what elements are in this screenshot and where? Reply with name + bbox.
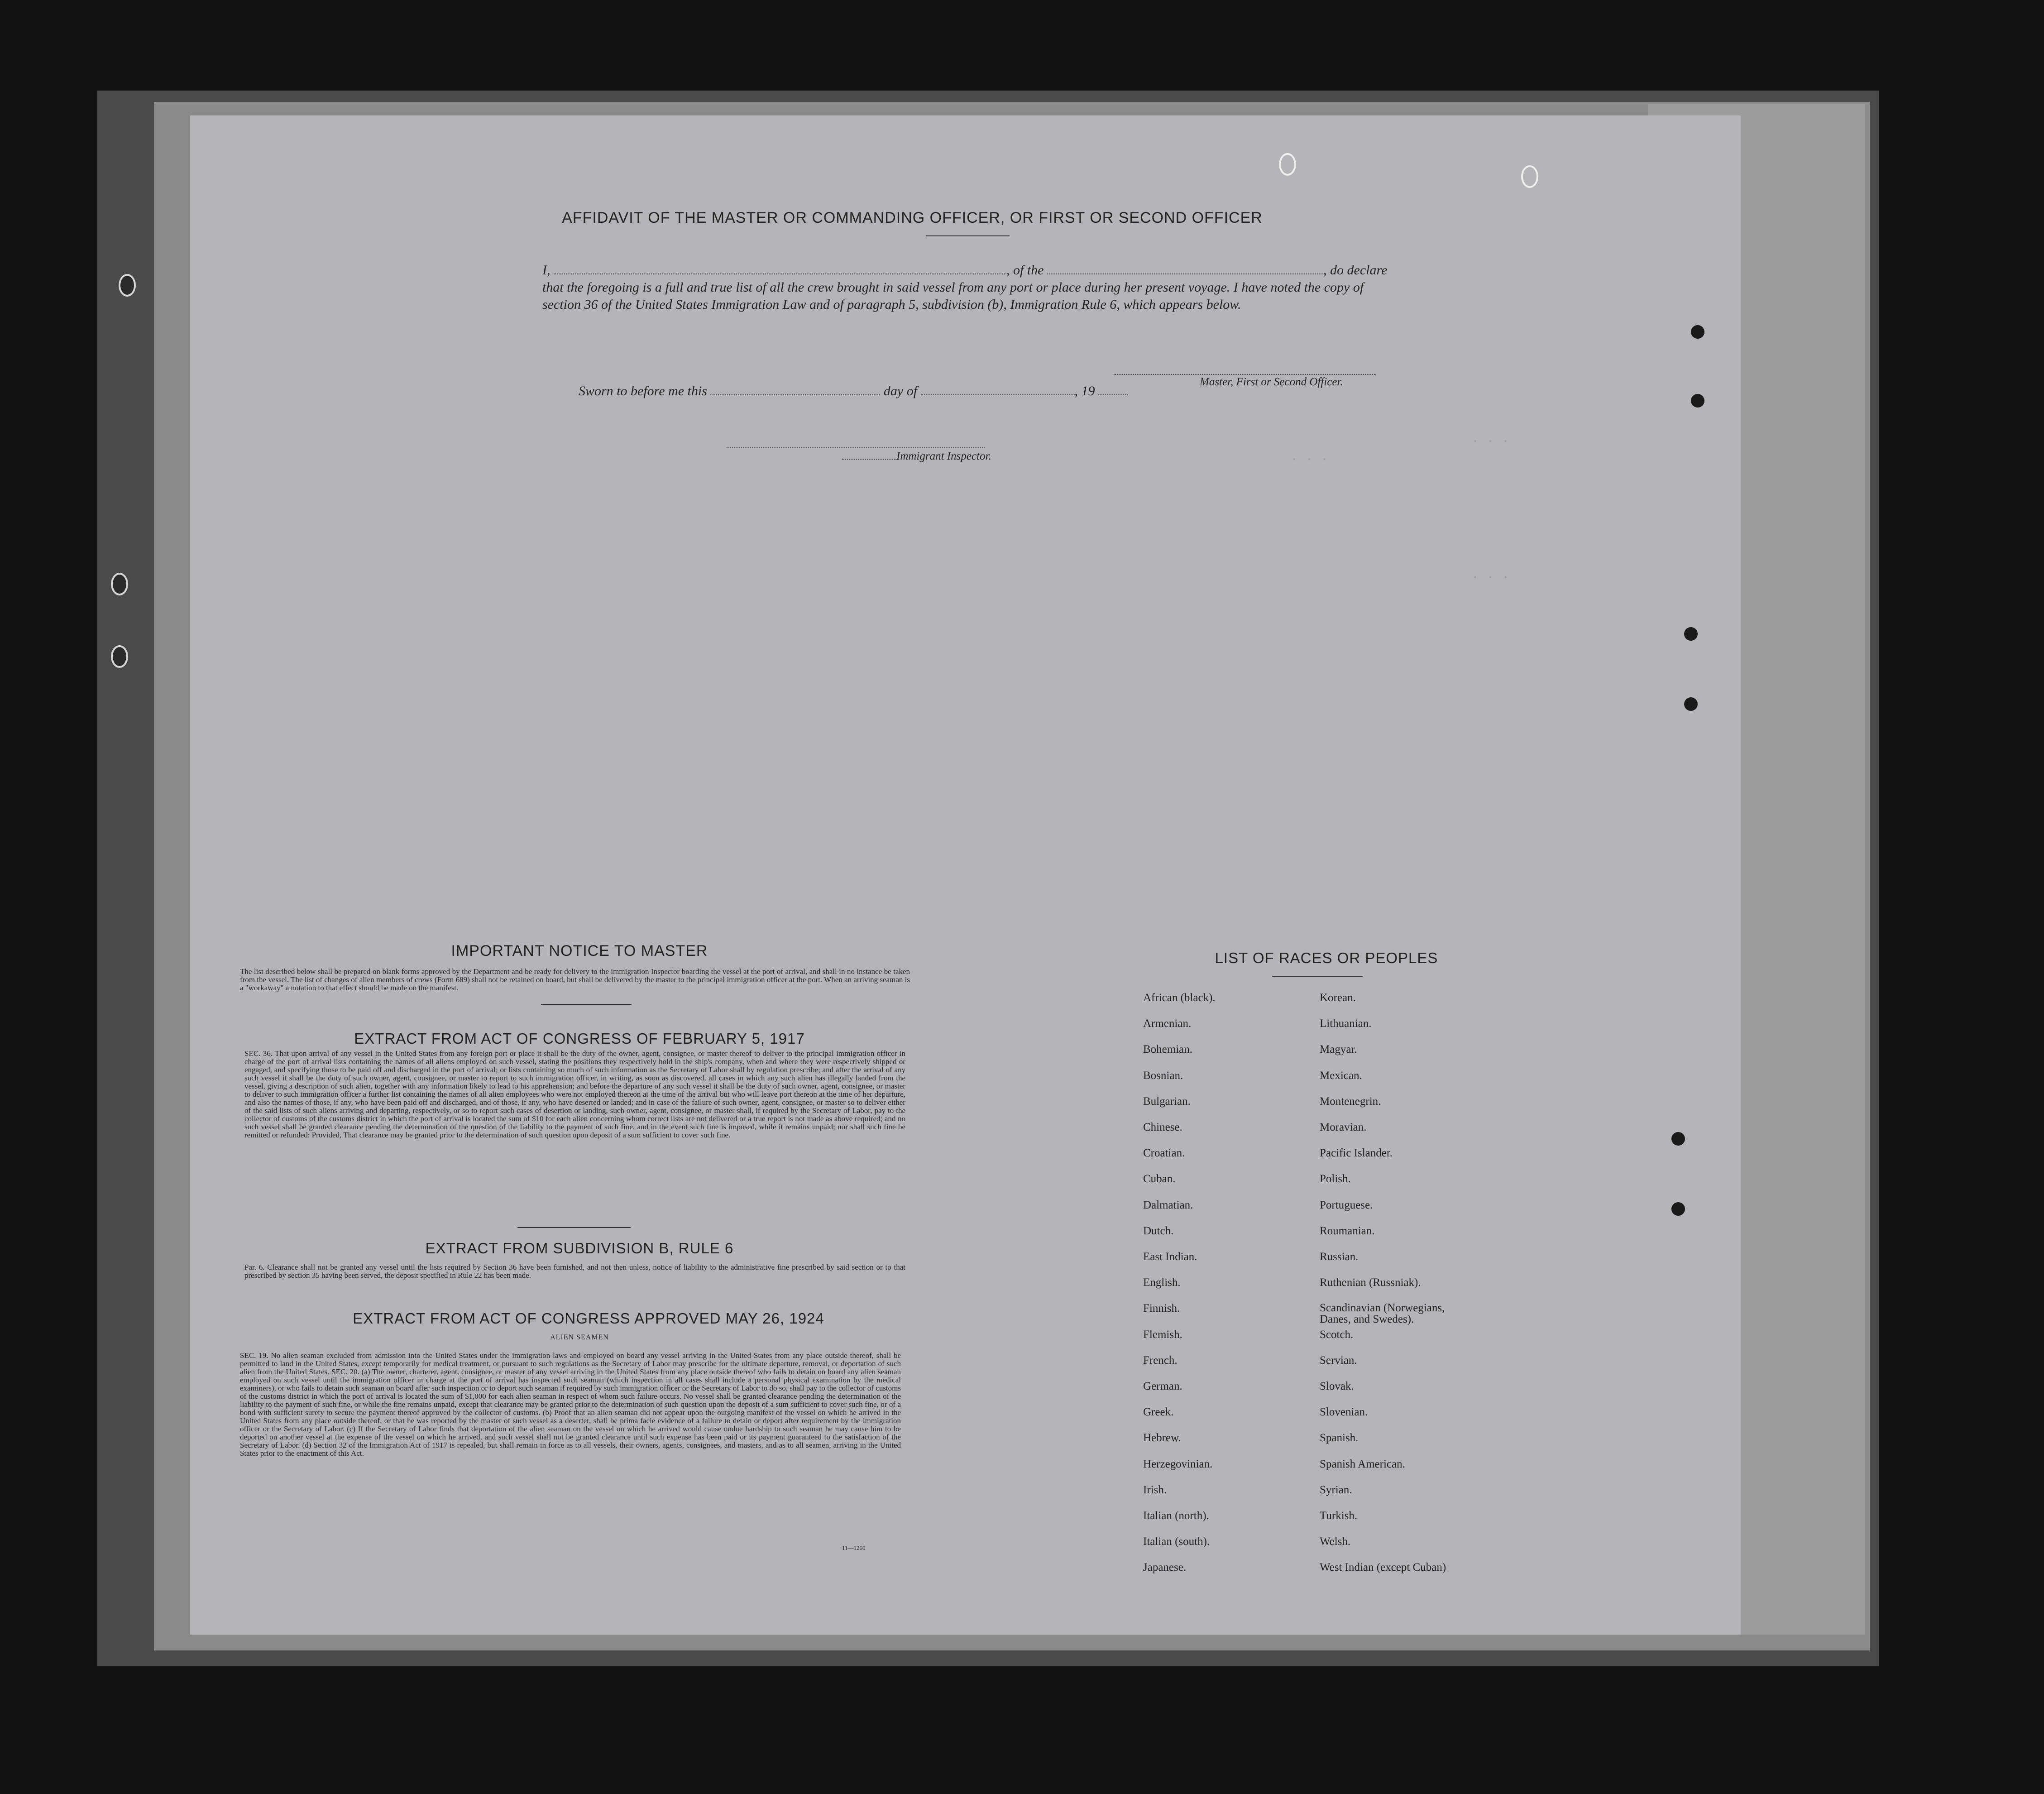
punch-hole-icon bbox=[1521, 165, 1538, 188]
punch-hole-icon bbox=[1691, 394, 1704, 408]
extract-1924-subtitle: ALIEN SEAMEN bbox=[550, 1334, 609, 1341]
race-item: Slovak. bbox=[1320, 1380, 1354, 1392]
race-item: Bohemian. bbox=[1143, 1043, 1193, 1056]
divider bbox=[926, 235, 1010, 236]
affidavit-title: AFFIDAVIT OF THE MASTER OR COMMANDING OFFICER, OR FIRST OR SECOND OFFICER bbox=[562, 209, 1263, 226]
race-item: Herzegovinian. bbox=[1143, 1458, 1213, 1470]
race-item: Korean. bbox=[1320, 992, 1356, 1004]
declaration-body: that the foregoing is a full and true list of all the crew brought in said vessel from any port or place during her present voyage. I have noted the copy of section 36 of the United States Immigration Law and of paragraph 5, subdivision (b), Immigration Rule 6, which appears below. bbox=[542, 280, 1364, 312]
year-prefix-label: , 19 bbox=[1074, 384, 1095, 398]
inspector-label: Immigrant Inspector. bbox=[896, 450, 991, 462]
punch-hole-icon bbox=[1684, 697, 1698, 711]
race-item: Servian. bbox=[1320, 1354, 1357, 1367]
race-item: Bulgarian. bbox=[1143, 1095, 1191, 1108]
sworn-month-field[interactable] bbox=[921, 383, 1075, 395]
inspector-signature-field[interactable] bbox=[727, 436, 985, 448]
races-title: LIST OF RACES OR PEOPLES bbox=[1215, 950, 1438, 966]
race-item: Magyar. bbox=[1320, 1043, 1357, 1056]
race-item: Finnish. bbox=[1143, 1302, 1180, 1315]
race-item: Welsh. bbox=[1320, 1535, 1351, 1548]
sworn-year-field[interactable] bbox=[1098, 383, 1128, 395]
master-signature-label: Master, First or Second Officer. bbox=[1200, 376, 1343, 388]
declaration-do-declare: , do declare bbox=[1323, 263, 1388, 278]
binder-hole-icon bbox=[111, 573, 128, 595]
declaration-line bbox=[542, 262, 1403, 279]
race-item: Croatian. bbox=[1143, 1147, 1185, 1160]
race-item: Cuban. bbox=[1143, 1173, 1176, 1185]
race-item: Montenegrin. bbox=[1320, 1095, 1381, 1108]
affidavit-text bbox=[542, 262, 1403, 313]
race-item: Dalmatian. bbox=[1143, 1199, 1193, 1211]
notice-text: The list described below shall be prepared on blank forms approved by the Department and be ready for delivery to the immigration Inspector boarding the vessel at the port of arrival, and shall in no instance be taken from the vessel. The list of changes of alien members of crews (Form 689) shall not be retained on board, but shall be delivered by the master to the principal immigration officer at the port. When an arriving seaman is a "workaway" a notation to that effect should be made on the manifest. bbox=[240, 967, 910, 992]
notice-title: IMPORTANT NOTICE TO MASTER bbox=[451, 942, 708, 959]
race-item: Pacific Islander. bbox=[1320, 1147, 1393, 1160]
race-item: African (black). bbox=[1143, 992, 1216, 1004]
race-item: Slovenian. bbox=[1320, 1406, 1368, 1419]
inspector-label-wrap bbox=[842, 447, 991, 463]
binder-hole-icon bbox=[119, 274, 136, 297]
master-signature-field[interactable] bbox=[1114, 362, 1376, 375]
form-code: 11—1260 bbox=[842, 1545, 866, 1551]
race-item: Irish. bbox=[1143, 1483, 1167, 1496]
race-item: Polish. bbox=[1320, 1173, 1351, 1185]
extract-1924-title: EXTRACT FROM ACT OF CONGRESS APPROVED MAY 26, 1924 bbox=[353, 1310, 824, 1327]
bleed-through-mark: · · · bbox=[1471, 435, 1510, 449]
divider bbox=[541, 1004, 632, 1005]
divider bbox=[1272, 976, 1363, 977]
extract-1924-text: SEC. 19. No alien seaman excluded from admission into the United States under the immigration laws and employed on board any vessel arriving in the United States from any place outside thereof, shall be permitted to land in the United States, except temporarily for medical treatment, or pursuant to such regulations as the Secretary of Labor may prescribe for the ultimate departure, removal, or deportation of such alien from the United States. SEC. 20. (a) The owner, charterer, agent, consignee, or master of any vessel arriving in the United States from any place outside thereof who fails to detain on board any alien seaman employed on such vessel until the immigration officer in charge at the port of arrival has inspected such seaman (which inspection in all cases shall include a personal physical examination by the medical examiners), or who fails to detain such seaman on board after such inspection or to deport such seaman if required by such immigration officer or the Secretary of Labor to do so, shall pay to the collector of customs of the customs district in which the port of arrival is located the sum of $1,000 for each alien seaman in respect of whom such failure occurs. No vessel shall be granted clearance pending the determination of the liability to the payment of such fine, or while the fine remains unpaid, except that clearance may be granted prior to the determination of such question upon the deposit of a sum sufficient to cover such fine, or of a bond with sufficient surety to secure the payment thereof approved by the collector of customs. (b) Proof that an alien seaman did not appear upon the outgoing manifest of the vessel on which he arrived in the United States from any place outside thereof, or that he was reported by the master of such vessel as a deserter, shall be prima facie evidence of a failure to detain or deport after requirement by the immigration officer or the Secretary of Labor. (c) If the Secretary of Labor finds that deportation of the alien seaman on the vessel on which he arrived would cause undue hardship to such seaman he may cause him to be deported on another vessel at the expense of the vessel on which he arrived, and such vessel shall not be granted clearance until such expense has been paid or its payment guaranteed to the satisfaction of the Secretary of Labor. (d) Section 32 of the Immigration Act of 1917 is repealed, but shall remain in force as to all vessels, their owners, agents, consignees, and masters, and as to all seamen, arriving in the United States prior to the enactment of this Act. bbox=[240, 1351, 901, 1458]
declaration-i: I, bbox=[542, 263, 550, 278]
extract-1917-title: EXTRACT FROM ACT OF CONGRESS OF FEBRUARY 5, 1917 bbox=[354, 1030, 805, 1047]
extract-rule6-text: Par. 6. Clearance shall not be granted any vessel until the lists required by Section 36 have been furnished, and not then unless, notice of liability to the administrative fine prescribed by said section or to that prescribed by section 35 having been served, the deposit specified in Rule 22 has been made. bbox=[244, 1263, 905, 1280]
race-item: Spanish. bbox=[1320, 1432, 1359, 1444]
race-item: English. bbox=[1143, 1276, 1181, 1289]
race-item: Armenian. bbox=[1143, 1017, 1192, 1030]
day-of-label: day of bbox=[883, 384, 918, 398]
punch-hole-icon bbox=[1671, 1132, 1685, 1146]
race-item: Syrian. bbox=[1320, 1483, 1352, 1496]
sworn-line bbox=[579, 383, 1128, 399]
race-item: Japanese. bbox=[1143, 1561, 1187, 1574]
bleed-through-mark: · · · bbox=[1471, 571, 1510, 585]
race-item: Mexican. bbox=[1320, 1069, 1362, 1082]
sworn-label: Sworn to before me this bbox=[579, 384, 707, 398]
binder-hole-icon bbox=[111, 645, 128, 668]
inspector-dots bbox=[842, 447, 896, 460]
divider bbox=[517, 1227, 631, 1228]
race-item: Turkish. bbox=[1320, 1510, 1358, 1522]
race-item: Scandinavian (Norwegians, Danes, and Swedes). bbox=[1320, 1302, 1445, 1326]
race-item: Hebrew. bbox=[1143, 1432, 1181, 1444]
master-name-field[interactable] bbox=[554, 262, 1006, 274]
race-item: Italian (north). bbox=[1143, 1510, 1209, 1522]
race-item: Lithuanian. bbox=[1320, 1017, 1372, 1030]
race-item: Italian (south). bbox=[1143, 1535, 1210, 1548]
race-item: East Indian. bbox=[1143, 1251, 1197, 1263]
race-item: Russian. bbox=[1320, 1251, 1359, 1263]
race-item: French. bbox=[1143, 1354, 1178, 1367]
bleed-through-mark: · · · bbox=[1290, 453, 1329, 467]
vessel-name-field[interactable] bbox=[1047, 262, 1323, 274]
punch-hole-icon bbox=[1684, 627, 1698, 641]
race-item: Bosnian. bbox=[1143, 1069, 1183, 1082]
race-item: Chinese. bbox=[1143, 1121, 1182, 1133]
race-item: Ruthenian (Russniak). bbox=[1320, 1276, 1421, 1289]
race-item: Moravian. bbox=[1320, 1121, 1367, 1133]
race-item: West Indian (except Cuban) bbox=[1320, 1561, 1446, 1574]
race-item: Portuguese. bbox=[1320, 1199, 1373, 1211]
race-item: German. bbox=[1143, 1380, 1182, 1392]
race-item: Flemish. bbox=[1143, 1328, 1182, 1341]
race-item: Greek. bbox=[1143, 1406, 1174, 1419]
race-item: Spanish American. bbox=[1320, 1458, 1405, 1470]
race-item: Dutch. bbox=[1143, 1224, 1174, 1237]
sworn-day-field[interactable] bbox=[710, 383, 880, 395]
punch-hole-icon bbox=[1691, 325, 1704, 339]
race-item: Roumanian. bbox=[1320, 1224, 1375, 1237]
extract-1917-text: SEC. 36. That upon arrival of any vessel in the United States from any foreign port or place it shall be the duty of the owner, agent, consignee, or master thereof to deliver to the principal immigration officer in charge of the port of arrival lists containing the names of all aliens employed on such vessel, stating the positions they respectively hold in the ship's company, when and where they were respectively shipped or engaged, and specifying those to be paid off and discharged in the port of arrival; or lists containing so much of such information as the Secretary of Labor shall by regulation prescribe; and after the arrival of any such vessel it shall be the duty of such owner, agent, consignee, or master to report to such immigration officer, in writing, as soon as discovered, all cases in which any such alien has illegally landed from the vessel, giving a description of such alien, together with any information likely to lead to his apprehension; and before the departure of any such vessel it shall be the duty of such owner, agent, consignee, or master to deliver to such immigration officer a further list containing the names of all alien employees who were not employed thereon at the time of the arrival but who will leave port thereon at the time of her departure, and also the names of those, if any, who have been paid off and discharged, and of those, if any, who have deserted or landed; and in case of the failure of such owner, agent, consignee, or master so to deliver either of the said lists of such aliens arriving and departing, respectively, or so to report such cases of desertion or landing, such owner, agent, consignee, or master shall, if required by the Secretary of Labor, pay to the collector of customs of the customs district in which the port of arrival is located the sum of $10 for each alien concerning whom correct lists are not delivered or a true report is not made as above required; and no such vessel shall be granted clearance pending the determination of the question of the liability to the payment of such fine, and in the event such fine is imposed, while it remains unpaid; nor shall such fine be remitted or refunded: Provided, That clearance may be granted prior to the determination of such question upon deposit of a sum sufficient to cover such fine. bbox=[244, 1049, 905, 1139]
declaration-of-the: , of the bbox=[1006, 263, 1044, 278]
race-item: Scotch. bbox=[1320, 1328, 1354, 1341]
punch-hole-icon bbox=[1671, 1202, 1685, 1216]
punch-hole-icon bbox=[1279, 153, 1296, 176]
extract-rule6-title: EXTRACT FROM SUBDIVISION B, RULE 6 bbox=[425, 1240, 734, 1257]
